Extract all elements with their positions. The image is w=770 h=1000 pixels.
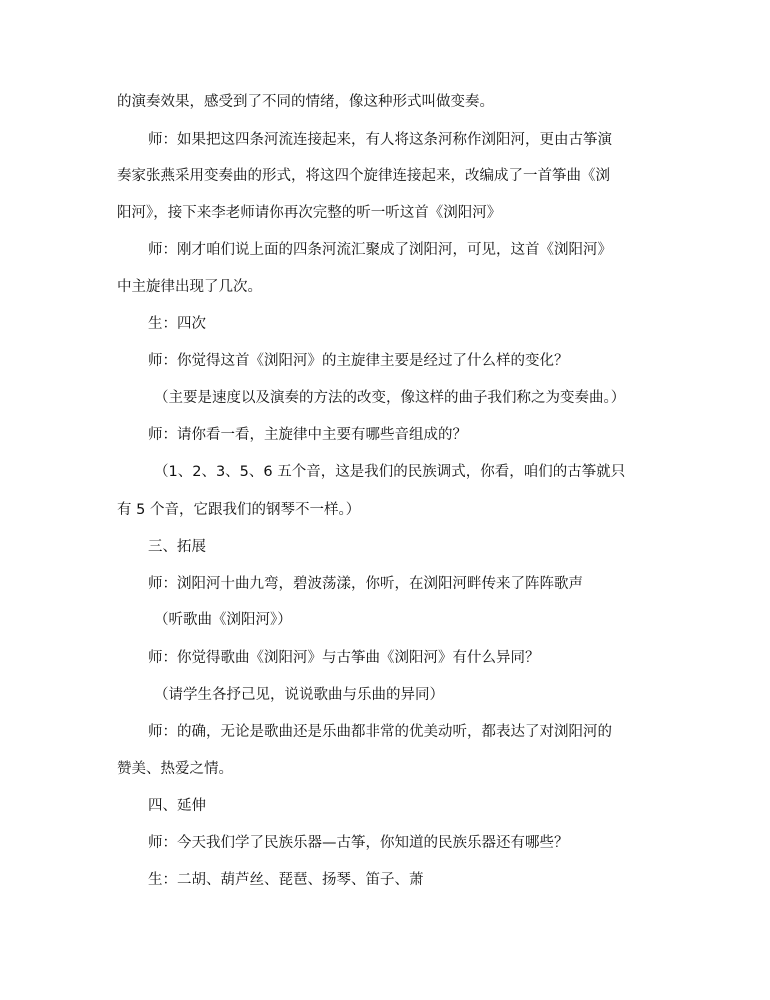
paragraph-line: 生：二胡、葫芦丝、琵琶、扬琴、笛子、萧 bbox=[148, 872, 424, 888]
paragraph-line: 生：四次 bbox=[148, 316, 206, 332]
paragraph-line: 师：今天我们学了民族乐器—古筝，你知道的民族乐器还有哪些？ bbox=[148, 835, 569, 851]
paragraph-line: 的演奏效果，感受到了不同的情绪，像这种形式叫做变奏。 bbox=[117, 94, 494, 110]
paragraph-line: 奏家张燕采用变奏曲的形式，将这四个旋律连接起来，改编成了一首筝曲《浏 bbox=[117, 168, 610, 184]
paragraph-line: 师：的确，无论是歌曲还是乐曲都非常的优美动听，都表达了对浏阳河的 bbox=[148, 724, 612, 740]
section-heading: 四、延伸 bbox=[148, 798, 206, 814]
paragraph-line: 赞美、热爱之情。 bbox=[117, 761, 233, 777]
paragraph-line: （主要是速度以及演奏的方法的改变，像这样的曲子我们称之为变奏曲。） bbox=[154, 390, 626, 406]
paragraph-line: 师：刚才咱们说上面的四条河流汇聚成了浏阳河，可见，这首《浏阳河》 bbox=[148, 242, 612, 258]
paragraph-line: 师：请你看一看，主旋律中主要有哪些音组成的？ bbox=[148, 427, 467, 443]
paragraph-line: （1、2、3、5、6 五个音，这是我们的民族调式，你看，咱们的古筝就只 bbox=[154, 464, 626, 480]
paragraph-line: （听歌曲《浏阳河》） bbox=[154, 612, 292, 628]
paragraph-line: 师：你觉得这首《浏阳河》的主旋律主要是经过了什么样的变化？ bbox=[148, 353, 569, 369]
paragraph-line: 有 5 个音，它跟我们的钢琴不一样。） bbox=[117, 502, 361, 518]
paragraph-line: 师：浏阳河十曲九弯，碧波荡漾，你听，在浏阳河畔传来了阵阵歌声 bbox=[148, 576, 583, 592]
paragraph-line: 中主旋律出现了几次。 bbox=[117, 279, 262, 295]
section-heading: 三、拓展 bbox=[148, 539, 206, 555]
paragraph-line: 阳河》，接下来李老师请你再次完整的听一听这首《浏阳河》 bbox=[117, 205, 502, 221]
paragraph-line: （请学生各抒己见，说说歌曲与乐曲的异同） bbox=[154, 687, 444, 703]
paragraph-line: 师：你觉得歌曲《浏阳河》与古筝曲《浏阳河》有什么异同？ bbox=[148, 650, 540, 666]
paragraph-line: 师：如果把这四条河流连接起来，有人将这条河称作浏阳河，更由古筝演 bbox=[148, 132, 612, 148]
